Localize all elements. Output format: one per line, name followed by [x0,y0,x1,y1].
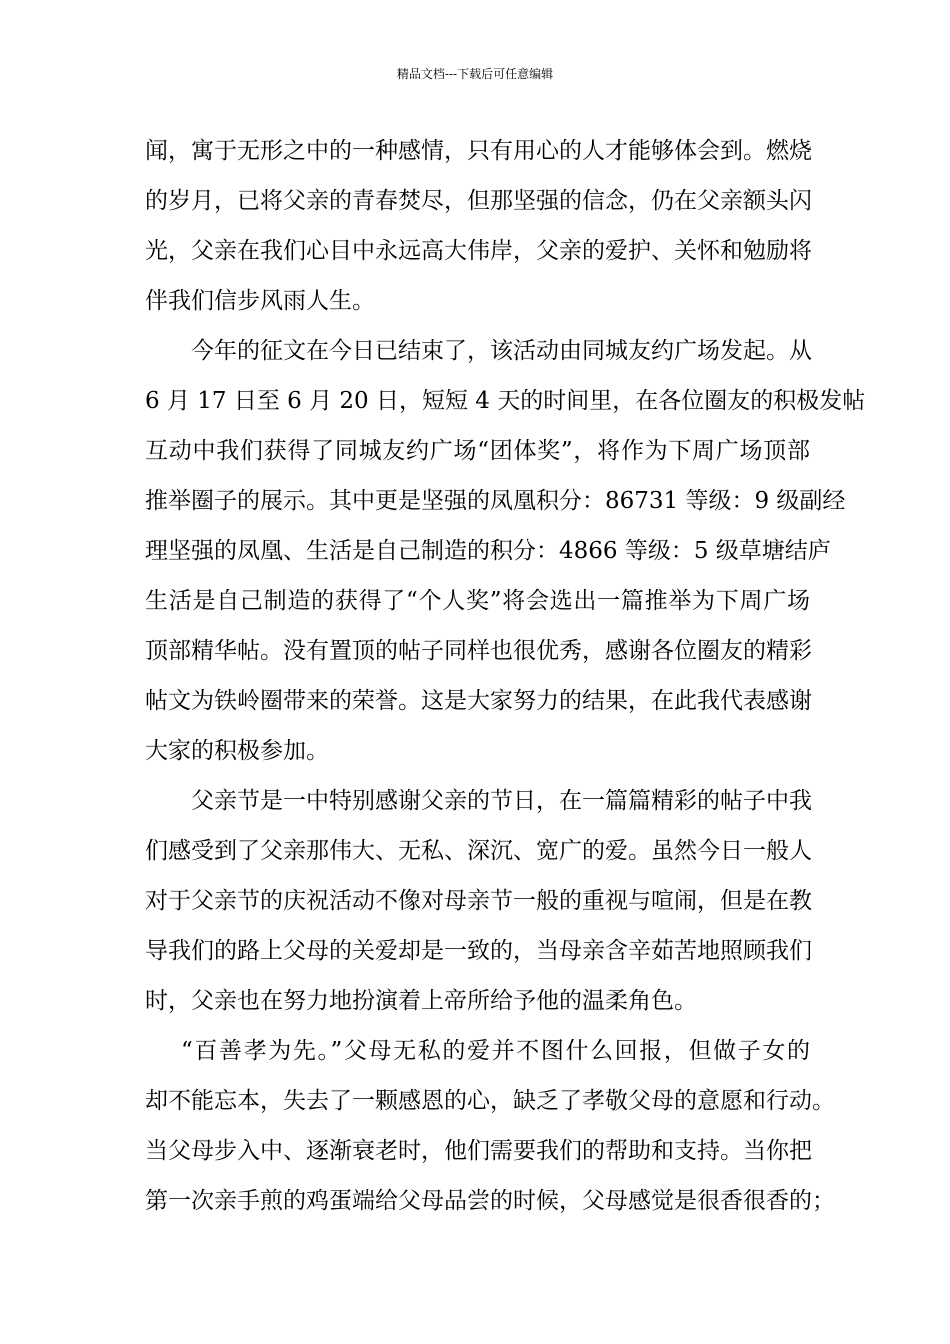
text-line: 却不能忘本，失去了一颗感恩的心，缺乏了孝敬父母的意愿和行动。 [145,1088,835,1114]
text-line: 理坚强的凤凰、生活是自己制造的积分：4866 等级：5 级草塘结庐 [145,538,831,564]
text-line: 推举圈子的展示。其中更是坚强的凤凰积分：86731 等级：9 级副经 [145,488,846,514]
text-line: 大家的积极参加。 [145,738,329,764]
text-line: 帖文为铁岭圈带来的荣誉。这是大家努力的结果，在此我代表感谢 [145,688,812,714]
text-line: 伴我们信步风雨人生。 [145,288,375,314]
text-line: 顶部精华帖。没有置顶的帖子同样也很优秀，感谢各位圈友的精彩 [145,638,812,664]
text-line: 对于父亲节的庆祝活动不像对母亲节一般的重视与喧闹，但是在教 [145,888,812,914]
text-line: “百善孝为先。”父母无私的爱并不图什么回报，但做子女的 [181,1038,810,1064]
text-line: 当父母步入中、逐渐衰老时，他们需要我们的帮助和支持。当你把 [145,1138,812,1164]
text-line: 导我们的路上父母的关爱却是一致的，当母亲含辛茹苦地照顾我们 [145,938,812,964]
text-line: 的岁月，已将父亲的青春焚尽，但那坚强的信念，仍在父亲额头闪 [145,188,812,214]
text-line: 今年的征文在今日已结束了，该活动由同城友约广场发起。从 [191,338,812,364]
text-line: 互动中我们获得了同城友约广场“团体奖”，将作为下周广场顶部 [145,438,810,464]
text-line: 闻，寓于无形之中的一种感情，只有用心的人才能够体会到。燃烧 [145,138,812,164]
text-line: 时，父亲也在努力地扮演着上帝所给予他的温柔角色。 [145,988,697,1014]
document-body [145,126,866,1226]
text-line: 们感受到了父亲那伟大、无私、深沉、宽广的爱。虽然今日一般人 [145,838,812,864]
text-line: 生活是自己制造的获得了“个人奖”将会选出一篇推举为下周广场 [145,588,810,614]
page-header: 精品文档---下载后可任意编辑 [396,67,554,81]
text-line: 6 月 17 日至 6 月 20 日，短短 4 天的时间里，在各位圈友的积极发帖 [145,388,866,414]
text-line: 父亲节是一中特别感谢父亲的节日，在一篇篇精彩的帖子中我 [191,788,812,814]
text-line: 第一次亲手煎的鸡蛋端给父母品尝的时候，父母感觉是很香很香的； [145,1188,835,1214]
text-line: 光，父亲在我们心目中永远高大伟岸，父亲的爱护、关怀和勉励将 [145,238,812,264]
